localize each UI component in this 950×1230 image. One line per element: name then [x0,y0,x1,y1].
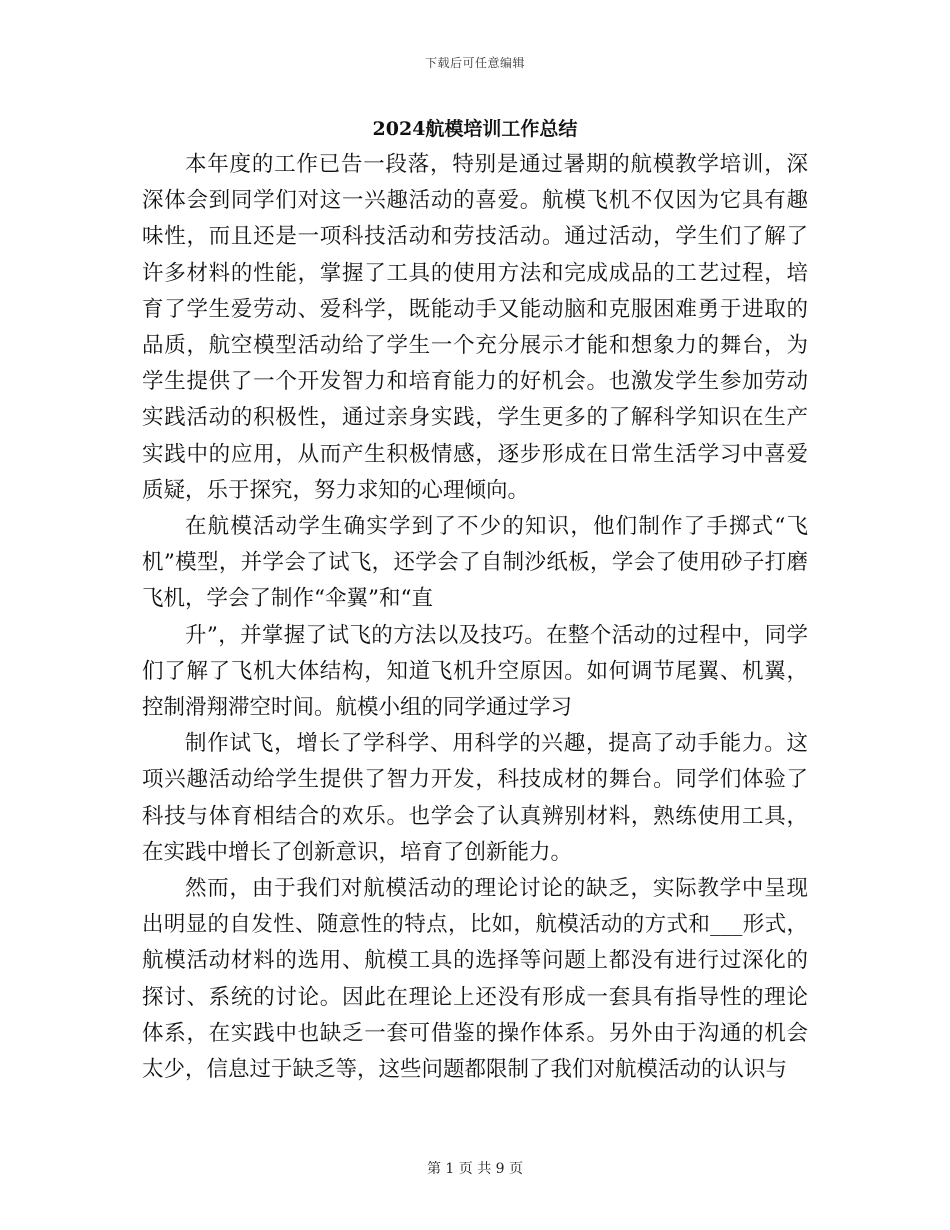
document-body [142,147,808,1088]
paragraph-3: 升”，并掌握了试飞的方法以及技巧。在整个活动的过程中，同学们了解了飞机大体结构，知道飞机升空原因。如何调节尾翼、机翼，控制滑翔滞空时间。航模小组的同学通过学习 [142,622,808,721]
paragraph-4: 制作试飞，增长了学科学、用科学的兴趣，提高了动手能力。这项兴趣活动给学生提供了智力开发，科技成材的舞台。同学们体验了科技与体育相结合的欢乐。也学会了认真辨别材料，熟练使用工具，在实践中增长了创新意识，培育了创新能力。 [142,731,808,865]
paragraph-2: 在航模活动学生确实学到了不少的知识，他们制作了手掷式“飞机”模型，并学会了试飞，还学会了自制沙纸板，学会了使用砂子打磨飞机，学会了制作“伞翼”和“直 [142,514,808,612]
header-note: 下载后可任意编辑 [424,56,525,70]
page-footer: 第 1 页 共 9 页 [426,1161,524,1177]
document-title: 2024航模培训工作总结 [372,118,578,140]
paragraph-5: 然而，由于我们对航模活动的理论讨论的缺乏，实际教学中呈现出明显的自发性、随意性的特点，比如，航模活动的方式和___形式，航模活动材料的选用、航模工具的选择等问题上都没有进行过深化的探讨、系统的讨论。因此在理论上还没有形成一套具有指导性的理论体系，在实践中也缺乏一套可借鉴的操作体系。另外由于沟通的机会太少，信息过于缺乏等，这些问题都限制了我们对航模活动的认识与 [142,876,808,1083]
paragraph-1: 本年度的工作已告一段落，特别是通过暑期的航模教学培训，深深体会到同学们对这一兴趣活动的喜爱。航模飞机不仅因为它具有趣味性，而且还是一项科技活动和劳技活动。通过活动，学生们了解了许多材料的性能，掌握了工具的使用方法和完成成品的工艺过程，培育了学生爱劳动、爱科学，既能动手又能动脑和克服困难勇于进取的品质，航空模型活动给了学生一个充分展示才能和想象力的舞台，为学生提供了一个开发智力和培育能力的好机会。也激发学生参加劳动实践活动的积极性，通过亲身实践，学生更多的了解科学知识在生产实践中的应用，从而产生积极情感，逐步形成在日常生活学习中喜爱质疑，乐于探究，努力求知的心理倾向。 [142,152,808,503]
